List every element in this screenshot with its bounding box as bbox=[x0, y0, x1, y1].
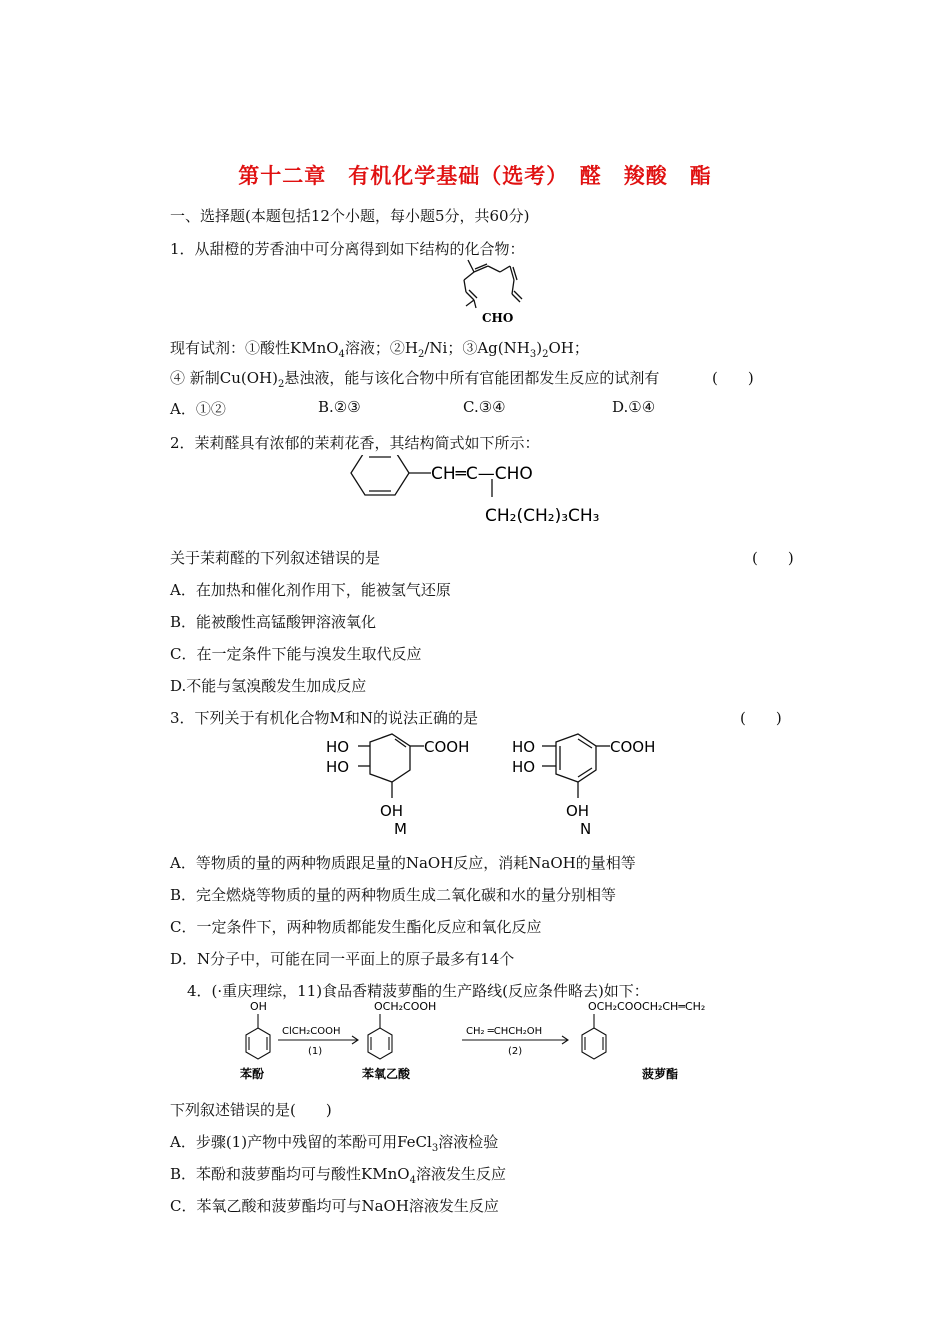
q1-option-d: D.①④ bbox=[612, 398, 656, 416]
q2-question: 关于茉莉醛的下列叙述错误的是 bbox=[170, 549, 381, 567]
q2-option-b: B．能被酸性高锰酸钾溶液氧化 bbox=[170, 613, 377, 631]
q4-stem: 4．(·重庆理综，11)食品香精菠萝酯的生产路线(反应条件略去)如下： bbox=[187, 982, 649, 1000]
q1-option-c: C.③④ bbox=[463, 398, 506, 416]
molecule-m-label: M bbox=[394, 820, 407, 838]
svg-text:ClCH₂COOH: ClCH₂COOH bbox=[282, 1026, 341, 1037]
svg-text:HO: HO bbox=[326, 738, 350, 756]
q3-stem: 3．下列关于有机化合物M和N的说法正确的是 bbox=[170, 709, 479, 727]
molecule-n-label: N bbox=[580, 820, 592, 838]
q1-stem: 1．从甜橙的芳香油中可分离得到如下结构的化合物： bbox=[170, 240, 525, 258]
q3-option-d: D．N分子中，可能在同一平面上的原子最多有14个 bbox=[170, 950, 515, 968]
section-heading: 一、选择题(本题包括12个小题，每小题5分，共60分) bbox=[170, 207, 530, 225]
svg-text:COOH: COOH bbox=[610, 738, 656, 756]
q1-option-b: B.②③ bbox=[318, 398, 361, 416]
q1-option-a: A．①② bbox=[170, 400, 226, 418]
q3-option-a: A．等物质的量的两种物质跟足量的NaOH反应，消耗NaOH的量相等 bbox=[170, 854, 636, 872]
q4-option-b: B．苯酚和菠萝酯均可与酸性KMnO$_4$溶液发生反应 bbox=[170, 1165, 506, 1186]
svg-text:OH: OH bbox=[380, 802, 404, 820]
svg-text:HO: HO bbox=[326, 758, 350, 776]
svg-text:(2): (2) bbox=[508, 1046, 523, 1057]
q1-reagents-line1: 现有试剂：①酸性KMnO$_4$溶液；$②H_2/Ni$；$③Ag(NH_3)_2OH$； bbox=[170, 339, 589, 360]
svg-text:COOH: COOH bbox=[424, 738, 470, 756]
svg-text:OH: OH bbox=[566, 802, 590, 820]
q3-option-b: B．完全燃烧等物质的量的两种物质生成二氧化碳和水的量分别相等 bbox=[170, 886, 617, 904]
q2-option-d: D.不能与氢溴酸发生加成反应 bbox=[170, 677, 367, 695]
q1-reagents-line2: ④ 新制$Cu(OH)_2$悬浊液，能与该化合物中所有官能团都发生反应的试剂有 bbox=[170, 369, 660, 390]
q2-chain-bottom: CH₂(CH₂)₃CH₃ bbox=[485, 506, 600, 526]
phenoxyacetic-acid-name: 苯氧乙酸 bbox=[362, 1067, 411, 1081]
q2-answer-paren: ( ) bbox=[752, 549, 794, 567]
svg-text:HO: HO bbox=[512, 738, 536, 756]
q3-structure-n bbox=[508, 732, 668, 838]
q3-answer-paren: ( ) bbox=[740, 709, 782, 727]
phenol-name: 苯酚 bbox=[240, 1067, 265, 1081]
q2-chain-top: CH═C—CHO bbox=[431, 464, 533, 484]
q1-answer-paren: ( ) bbox=[712, 369, 754, 387]
svg-text:(1): (1) bbox=[308, 1046, 323, 1057]
svg-text:CH₂ ═CHCH₂OH: CH₂ ═CHCH₂OH bbox=[466, 1026, 543, 1037]
svg-text:HO: HO bbox=[512, 758, 536, 776]
q4-option-a: A．步骤(1)产物中残留的苯酚可用FeCl$_3$溶液检验 bbox=[170, 1133, 499, 1154]
q2-stem: 2．茉莉醛具有浓郁的茉莉花香，其结构简式如下所示： bbox=[170, 434, 540, 452]
svg-text:OCH₂COOCH₂CH═CH₂: OCH₂COOCH₂CH═CH₂ bbox=[588, 1000, 706, 1013]
q2-option-c: C．在一定条件下能与溴发生取代反应 bbox=[170, 645, 422, 663]
pineapple-ester-name: 菠萝酯 bbox=[642, 1067, 679, 1081]
chapter-title: 第十二章 有机化学基础（选考） 醛 羧酸 酯 bbox=[238, 163, 712, 188]
q2-option-a: A．在加热和催化剂作用下，能被氢气还原 bbox=[170, 581, 451, 599]
q1-structure bbox=[440, 258, 540, 328]
q4-question: 下列叙述错误的是( ) bbox=[170, 1101, 332, 1119]
q4-option-c: C．苯氧乙酸和菠萝酯均可与NaOH溶液发生反应 bbox=[170, 1197, 499, 1215]
q2-structure bbox=[345, 455, 645, 530]
q3-option-c: C．一定条件下，两种物质都能发生酯化反应和氧化反应 bbox=[170, 918, 542, 936]
q3-structure-m bbox=[322, 732, 482, 838]
svg-text:OCH₂COOH: OCH₂COOH bbox=[374, 1000, 437, 1013]
svg-text:OH: OH bbox=[250, 1000, 267, 1013]
q1-cho-label: CHO bbox=[482, 311, 514, 325]
q4-reaction-scheme bbox=[230, 998, 760, 1086]
